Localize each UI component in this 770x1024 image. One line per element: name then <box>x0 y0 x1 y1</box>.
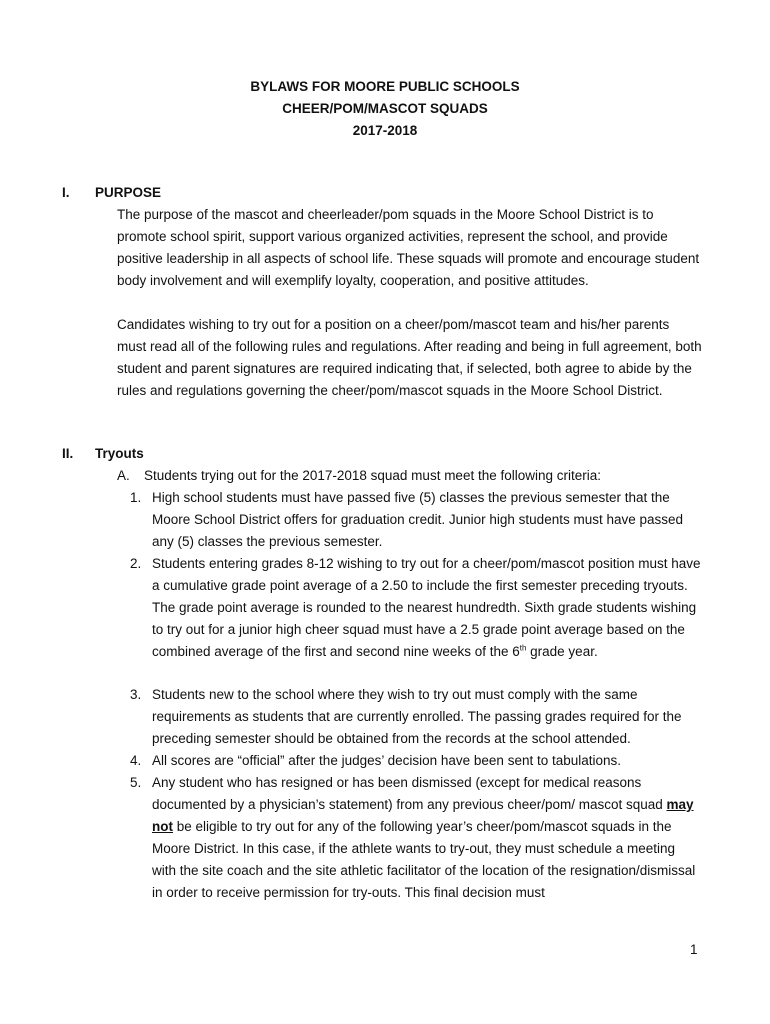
section-2-number: II. <box>62 446 74 461</box>
list-item-5-emphasis: may not <box>152 797 694 834</box>
section-1-paragraph-2: Candidates wishing to try out for a position on a cheer/pom/mascot team and his/her parents must read all of the following rules and regulations. After reading and being in full agreement, both student and parent signatures are required indicating that, if selected, both agree to abide by the rules and regulations governing the cheer/pom/mascot squads in the Moore School District. <box>117 317 702 398</box>
subsection-a-text: Students trying out for the 2017-2018 squad must meet the following criteria: <box>144 468 602 483</box>
list-item-4-text: All scores are “official” after the judges’ decision have been sent to tabulations. <box>152 753 622 768</box>
list-item-4-marker: 4. <box>130 753 142 768</box>
list-item-5-marker: 5. <box>130 775 142 790</box>
document-subtitle: CHEER/POM/MASCOT SQUADS <box>282 101 488 116</box>
list-item-2-tail: grade year. <box>526 644 598 659</box>
list-item-5-rest: be eligible to try out for any of the following year’s cheer/pom/mascot squads in the Moore District. In this case, if the athlete wants to try-out, they must schedule a meeting with the site coach and the site athletic facilitator of the location of the resignation/dismissal in order to receive permission for try-outs. This final decision must <box>152 819 696 900</box>
list-item-2-text <box>152 553 702 663</box>
section-2-heading: Tryouts <box>95 446 144 461</box>
list-item-1-marker: 1. <box>130 490 142 505</box>
subsection-a-marker: A. <box>117 468 130 483</box>
page-number: 1 <box>690 942 698 957</box>
list-item-2-body: Students entering grades 8-12 wishing to try out for a cheer/pom/mascot position must have a cumulative grade point average of a 2.50 to include the first semester preceding tryouts. The grade point average is rounded to the nearest hundredth. Sixth grade students wishing to try out for a junior high cheer squad must have a 2.5 grade point average based on the combined average of the first and second nine weeks of the 6 <box>152 556 701 659</box>
list-item-1-text: High school students must have passed five (5) classes the previous semester that the Moore School District offers for graduation credit. Junior high students must have passed any (5) classes the previous semester. <box>152 490 684 549</box>
list-item-3-marker: 3. <box>130 687 142 702</box>
section-1-paragraph-1: The purpose of the mascot and cheerleader/pom squads in the Moore School District is to promote school spirit, support various organized activities, represent the school, and provide positive leadership in all aspects of school life. These squads will promote and encourage student body involvement and will exemplify loyalty, cooperation, and positive attitudes. <box>117 207 700 288</box>
section-1-heading: PURPOSE <box>95 185 162 200</box>
document-title: BYLAWS FOR MOORE PUBLIC SCHOOLS <box>250 79 520 94</box>
list-item-5-text <box>152 772 702 904</box>
section-1-number: I. <box>62 185 70 200</box>
document-year: 2017-2018 <box>352 123 418 138</box>
list-item-5-body: Any student who has resigned or has been dismissed (except for medical reasons documented by a physician’s statement) from any previous cheer/pom/ mascot squad <box>152 775 667 812</box>
list-item-2-superscript: th <box>519 643 527 653</box>
list-item-2-marker: 2. <box>130 556 142 571</box>
list-item-3-text: Students new to the school where they wish to try out must comply with the same requirements as students that are currently enrolled. The passing grades required for the preceding semester should be obtained from the records at the school attended. <box>152 687 682 746</box>
